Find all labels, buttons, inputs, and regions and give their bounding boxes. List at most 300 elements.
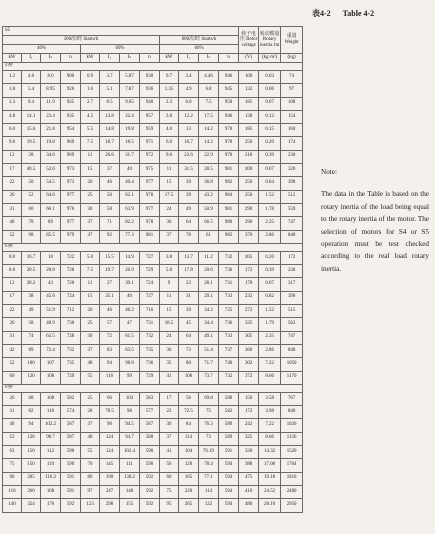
table-cell: 98 <box>120 406 140 419</box>
table-cell: 150 <box>239 392 259 405</box>
table-cell: 220 <box>179 485 199 498</box>
table-cell: 77.1 <box>199 472 219 485</box>
table-cell: 18.5 <box>120 137 140 150</box>
table-cell: 977 <box>61 190 81 203</box>
table-cell: 6.0 <box>179 97 199 110</box>
table-cell: 25 <box>81 392 100 405</box>
table-row <box>3 305 303 318</box>
table-cell: 946 <box>219 71 239 84</box>
table-cell: 265 <box>179 499 199 512</box>
table-cell: 58 <box>100 203 120 216</box>
table-cell: 119 <box>41 459 61 472</box>
table-cell: 5.1 <box>100 84 120 97</box>
table-cell: 975 <box>140 164 160 177</box>
table-row <box>3 265 303 278</box>
table-cell: 19.8 <box>41 137 61 150</box>
table-cell: 22.9 <box>199 150 219 163</box>
table-cell: 250 <box>239 137 259 150</box>
table-cell: 2.7 <box>81 97 100 110</box>
col-i1: I₁ <box>22 54 41 63</box>
table-cell: 9.0 <box>3 137 22 150</box>
table-cell: 80 <box>179 358 199 371</box>
table-cell: 15.6 <box>22 124 41 137</box>
note-block <box>321 166 429 275</box>
table-cell: 727 <box>140 251 160 264</box>
table-cell: 53 <box>3 432 22 445</box>
table-cell: 17 <box>3 164 22 177</box>
table-cell: 592 <box>61 499 81 512</box>
table-cell: 26.6 <box>100 150 120 163</box>
table-cell: 0.82 <box>259 291 281 304</box>
table-cell: 290 <box>239 203 259 216</box>
table-cell: 42 <box>3 344 22 357</box>
table-cell: 30 <box>81 203 100 216</box>
table-cell: 7.5 <box>81 265 100 278</box>
table-cell: 15 <box>81 164 100 177</box>
table-title-en: Table 4-2 <box>342 9 375 18</box>
table-row <box>3 459 303 472</box>
table-cell: 55 <box>81 371 100 384</box>
table-row <box>3 84 303 97</box>
group-300-header: 300次/时 Starts/h <box>3 36 160 45</box>
table-cell: 39 <box>179 177 199 190</box>
table-cell: 926 <box>61 84 81 97</box>
table-cell: 360 <box>239 344 259 357</box>
table-cell: 731 <box>140 318 160 331</box>
table-cell: 13 <box>179 124 199 137</box>
table-cell: 63.5 <box>120 344 140 357</box>
table-row <box>3 137 303 150</box>
table-cell: 2.35 <box>259 217 281 230</box>
table-cell: 370 <box>239 230 259 243</box>
table-cell: 52.6 <box>41 164 61 177</box>
table-cell: 589 <box>219 432 239 445</box>
table-cell: 31.7 <box>120 150 140 163</box>
note-text: The data in the Table is based on the rotary inertia of the load being equal to the rotary inertia of the motor. The selection of motors for S4 or S5 operation must be test checked according to the real load rotary inertia. <box>321 190 429 273</box>
table-cell: 475 <box>239 472 259 485</box>
table-cell: 587 <box>61 432 81 445</box>
table-cell: 168 <box>41 485 61 498</box>
table-cell: 25 <box>81 190 100 203</box>
table-cell: 78.4 <box>199 459 219 472</box>
table-cell: 594 <box>219 485 239 498</box>
table-cell: 733 <box>219 291 239 304</box>
section-label: 8極 <box>3 384 303 392</box>
table-cell: 68 <box>22 392 41 405</box>
table-cell: 124 <box>100 432 120 445</box>
table-cell: 28.8 <box>41 265 61 278</box>
table-cell: 71 <box>100 217 120 230</box>
table-cell: 97 <box>281 84 303 97</box>
table-cell: 46.2 <box>120 305 140 318</box>
table-cell: 37 <box>160 432 179 445</box>
table-cell: 72 <box>100 331 120 344</box>
table-cell: 9.4 <box>22 97 41 110</box>
table-cell: 724 <box>61 291 81 304</box>
table-cell: 31 <box>3 406 22 419</box>
table-cell: 100 <box>179 371 199 384</box>
col-n: n <box>140 54 160 63</box>
table-cell: 290 <box>239 217 259 230</box>
table-cell: 82.2 <box>120 217 140 230</box>
table-cell: 978 <box>140 217 160 230</box>
table-cell: 114 <box>199 485 219 498</box>
table-cell: 172 <box>239 406 259 419</box>
table-cell: 26 <box>3 392 22 405</box>
table-cell: 25 <box>81 318 100 331</box>
table-cell: 16.7 <box>179 137 199 150</box>
table-cell: 145 <box>100 459 120 472</box>
table-cell: 37 <box>160 230 179 243</box>
col-kw: kW <box>3 54 22 63</box>
table-cell: 83 <box>100 344 120 357</box>
table-cell: 11 <box>81 278 100 291</box>
table-cell: 130.2 <box>120 472 140 485</box>
table-cell: 27 <box>100 278 120 291</box>
table-cell: 28.1 <box>199 278 219 291</box>
table-cell: 22 <box>160 406 179 419</box>
table-cell: 72.4 <box>41 344 61 357</box>
table-cell: 587 <box>140 419 160 432</box>
table-cell: 747 <box>281 217 303 230</box>
table-row <box>3 203 303 216</box>
table-cell: 735 <box>61 358 81 371</box>
table-cell: 85.5 <box>41 230 61 243</box>
table-cell: 46 <box>100 305 120 318</box>
table-cell: 31 <box>3 203 22 216</box>
table-cell: 11 <box>160 291 179 304</box>
table-cell: 90 <box>100 419 120 432</box>
table-cell: 18.5 <box>160 318 179 331</box>
table-cell: 58 <box>22 318 41 331</box>
table-cell: 977 <box>61 217 81 230</box>
table-cell: 0.06 <box>259 84 281 97</box>
table-cell: 0.9 <box>81 71 100 84</box>
table-cell: 591 <box>219 446 239 459</box>
table-row <box>3 97 303 110</box>
rotor-voltage-header: 转子电压 Rotor voltage <box>239 27 259 54</box>
table-cell: 50 <box>22 177 41 190</box>
table-row <box>3 217 303 230</box>
table-row <box>3 331 303 344</box>
table-cell: 848 <box>281 344 303 357</box>
table-cell: 8.66 <box>259 432 281 445</box>
table-cell: 73.7 <box>199 371 219 384</box>
table-cell: 108 <box>281 97 303 110</box>
table-cell: 30 <box>160 344 179 357</box>
table-cell: 935 <box>61 110 81 123</box>
table-cell: 49 <box>179 203 199 216</box>
table-cell: 89 <box>41 217 61 230</box>
table-cell: 577 <box>140 406 160 419</box>
table-row <box>3 71 303 84</box>
table-cell: 110 <box>3 485 22 498</box>
table-cell: 37 <box>100 164 120 177</box>
table-row <box>3 419 303 432</box>
table-cell: 840 <box>281 406 303 419</box>
table-cell: 0.84 <box>259 177 281 190</box>
table-cell: 45.6 <box>41 291 61 304</box>
table-cell: 740 <box>219 358 239 371</box>
table-cell: 20 <box>81 305 100 318</box>
table-cell: 12 <box>3 150 22 163</box>
table-cell: 49.1 <box>199 331 219 344</box>
table-cell: 74 <box>22 331 41 344</box>
table-title <box>312 8 384 19</box>
table-cell: 732 <box>140 331 160 344</box>
table-cell: 298 <box>100 499 120 512</box>
table-cell: 480 <box>239 499 259 512</box>
table-cell: 20 <box>81 177 100 190</box>
table-cell: 17 <box>3 291 22 304</box>
table-cell: 7.22 <box>259 419 281 432</box>
table-cell: 98.8 <box>120 358 140 371</box>
table-cell: 398 <box>281 177 303 190</box>
table-cell: 64.6 <box>41 190 61 203</box>
table-row <box>3 124 303 137</box>
table-cell: 5.8 <box>160 265 179 278</box>
table-cell: 66.5 <box>199 217 219 230</box>
table-cell: 54.5 <box>41 177 61 190</box>
table-cell: 6.8 <box>199 84 219 97</box>
table-cell: 1156 <box>281 432 303 445</box>
table-cell: 43 <box>41 278 61 291</box>
table-cell: 325 <box>239 432 259 445</box>
table-cell: 100 <box>239 71 259 84</box>
table-cell: 94 <box>100 358 120 371</box>
table-cell: 64 <box>179 217 199 230</box>
table-cell: 317 <box>281 278 303 291</box>
table-cell: 587 <box>61 419 81 432</box>
table-cell: 11 <box>160 164 179 177</box>
table-cell: 155 <box>120 499 140 512</box>
table-row <box>3 190 303 203</box>
table-cell: 320 <box>281 164 303 177</box>
table-cell: 0.39 <box>259 150 281 163</box>
table-cell: 979 <box>61 230 81 243</box>
table-cell: 185 <box>239 97 259 110</box>
table-cell: 24.52 <box>259 485 281 498</box>
table-cell: 15.5 <box>100 251 120 264</box>
table-cell: 982 <box>219 230 239 243</box>
table-cell: 70 <box>81 459 100 472</box>
table-cell: 731 <box>219 278 239 291</box>
table-cell: 594 <box>219 472 239 485</box>
table-cell: 11.9 <box>41 97 61 110</box>
table-cell: 57 <box>100 318 120 331</box>
table-cell: 123 <box>81 499 100 512</box>
table-cell: 1.78 <box>259 203 281 216</box>
table-cell: 724 <box>140 278 160 291</box>
table-cell: 174 <box>281 137 303 150</box>
table-cell: 17.5 <box>199 110 219 123</box>
table-row <box>3 485 303 498</box>
table-row <box>3 432 303 445</box>
table-cell: 107 <box>41 358 61 371</box>
table-cell: 936 <box>140 84 160 97</box>
table-cell: 103 <box>120 392 140 405</box>
table-cell: 848 <box>281 230 303 243</box>
pct-60-header-b: 60% <box>160 45 239 54</box>
table-cell: 14.9 <box>120 251 140 264</box>
table-cell: 63.9 <box>120 203 140 216</box>
table-cell: 51.9 <box>41 305 61 318</box>
table-cell: 330 <box>239 446 259 459</box>
table-cell: 4.5 <box>81 110 100 123</box>
table-cell: 3.8 <box>160 251 179 264</box>
table-cell: 2.35 <box>259 331 281 344</box>
table-cell: 48.9 <box>41 318 61 331</box>
table-cell: 984 <box>219 190 239 203</box>
table-cell: 925 <box>61 97 81 110</box>
table-cell: 230 <box>281 150 303 163</box>
table-cell: 0.20 <box>259 251 281 264</box>
table-cell: 37 <box>81 419 100 432</box>
table-cell: 30 <box>160 419 179 432</box>
table-cell: 28.5 <box>199 164 219 177</box>
table-cell: 23.4 <box>41 110 61 123</box>
col-kw: kW <box>81 54 100 63</box>
table-cell: 205 <box>22 472 41 485</box>
table-cell: 305 <box>239 331 259 344</box>
table-cell: 592 <box>140 485 160 498</box>
table-cell: 35 <box>160 358 179 371</box>
table-cell: 15 <box>81 291 100 304</box>
table-cell: 108 <box>41 392 61 405</box>
table-cell: 24 <box>160 203 179 216</box>
table-cell: 73 <box>179 344 199 357</box>
table-cell: 14.2 <box>199 137 219 150</box>
table-cell: 940 <box>140 97 160 110</box>
table-cell: 0.20 <box>259 137 281 150</box>
table-cell: 90 <box>3 472 22 485</box>
table-cell: 47 <box>81 230 100 243</box>
table-cell: 1050 <box>281 358 303 371</box>
table-cell: 43.2 <box>199 190 219 203</box>
table-row <box>3 406 303 419</box>
section-row <box>3 243 303 251</box>
table-cell: 14.2 <box>199 124 219 137</box>
table-cell: 3.58 <box>259 392 281 405</box>
table-cell: 6.0 <box>160 137 179 150</box>
table-cell: 971 <box>140 137 160 150</box>
table-cell: 5.5 <box>81 124 100 137</box>
table-cell: 978 <box>219 150 239 163</box>
table-cell: 8.95 <box>41 84 61 97</box>
col-n: n <box>61 54 81 63</box>
table-cell: 4.46 <box>199 71 219 84</box>
table-cell: 48 <box>81 432 100 445</box>
table-cell: 69.8 <box>199 392 219 405</box>
table-cell: 730 <box>61 318 81 331</box>
table-cell: 12.2 <box>179 110 199 123</box>
table-cell: 1170 <box>281 371 303 384</box>
table-cell: 582 <box>219 406 239 419</box>
table-cell: 977 <box>140 177 160 190</box>
table-cell: 75 <box>3 459 22 472</box>
table-cell: 736 <box>140 358 160 371</box>
table-cell: 324 <box>22 499 41 512</box>
table-cell: 732 <box>219 371 239 384</box>
table-cell: 29.1 <box>199 291 219 304</box>
table-row <box>3 150 303 163</box>
table-cell: 21.8 <box>41 124 61 137</box>
table-cell: 100 <box>22 358 41 371</box>
table-cell: 20.6 <box>199 265 219 278</box>
table-cell: 515 <box>281 305 303 318</box>
table-cell: 108 <box>41 371 61 384</box>
table-cell: 591 <box>61 485 81 498</box>
col-weight-unit: (kg) <box>281 54 303 63</box>
table-cell: 64 <box>179 331 199 344</box>
col-inertia-unit: (kg·m²) <box>259 54 281 63</box>
table-cell: 950 <box>219 97 239 110</box>
table-cell: 8.0 <box>3 265 22 278</box>
table-cell: 4.0 <box>22 71 41 84</box>
group-600-header: 600次/时 Starts/h <box>160 36 239 45</box>
table-cell: 981 <box>219 164 239 177</box>
table-cell: 116.2 <box>41 472 61 485</box>
table-cell: 583 <box>140 392 160 405</box>
table-cell: 47 <box>120 318 140 331</box>
table-cell: 981 <box>140 230 160 243</box>
table-cell: 727 <box>140 291 160 304</box>
table-cell: 150 <box>22 459 41 472</box>
table-cell: 52 <box>22 190 41 203</box>
table-cell: 930 <box>140 71 160 84</box>
table-row <box>3 251 303 264</box>
table-cell: 94.7 <box>120 432 140 445</box>
table-cell: 150 <box>22 446 41 459</box>
table-cell: 55 <box>81 446 100 459</box>
table-cell: 15 <box>160 177 179 190</box>
table-cell: 114 <box>179 432 199 445</box>
table-cell: 126 <box>22 432 41 445</box>
table-cell: 51.4 <box>199 344 219 357</box>
table-cell: 976 <box>61 203 81 216</box>
table-cell: 40 <box>3 217 22 230</box>
table-title-cn: 表4-2 <box>312 9 331 18</box>
table-cell: 0.15 <box>259 124 281 137</box>
table-cell: 3.8 <box>160 110 179 123</box>
table-cell: 302 <box>239 358 259 371</box>
table-cell: 97 <box>81 485 100 498</box>
table-cell: 2.3 <box>160 97 179 110</box>
table-cell: 247 <box>100 485 120 498</box>
table-cell: 18.7 <box>100 137 120 150</box>
table-cell: 574 <box>61 406 81 419</box>
table-cell: 977 <box>140 203 160 216</box>
table-cell: 94 <box>22 419 41 432</box>
table-cell: 17.08 <box>259 459 281 472</box>
table-cell: 6.0 <box>3 124 22 137</box>
col-n: n <box>219 54 239 63</box>
table-cell: 15 <box>160 305 179 318</box>
table-cell: 66.1 <box>41 203 61 216</box>
table-cell: 242 <box>239 419 259 432</box>
table-cell: 9 <box>160 278 179 291</box>
table-cell: 981 <box>219 203 239 216</box>
table-cell: 737 <box>219 344 239 357</box>
table-cell: 1810 <box>281 472 303 485</box>
table-cell: 1764 <box>281 459 303 472</box>
table-cell: 8.5 <box>100 97 120 110</box>
table-row <box>3 278 303 291</box>
table-cell: 729 <box>140 265 160 278</box>
table-cell: 98.7 <box>41 432 61 445</box>
table-cell: 747 <box>281 331 303 344</box>
col-kw: kW <box>160 54 179 63</box>
